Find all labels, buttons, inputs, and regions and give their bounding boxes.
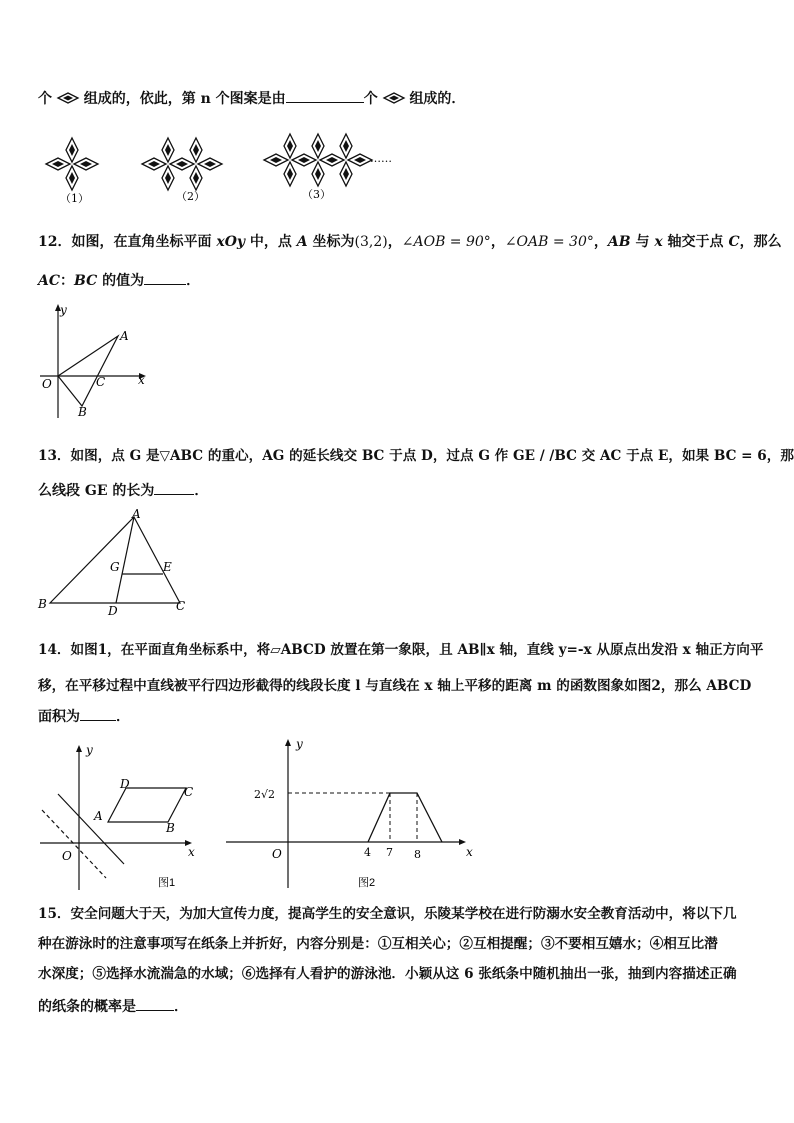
diamond-icon bbox=[383, 92, 405, 104]
var-xoy: xOy bbox=[216, 234, 246, 250]
q12-text: ， bbox=[593, 234, 608, 250]
label-y: y bbox=[296, 737, 303, 751]
q12-text: 坐标为 bbox=[307, 234, 355, 250]
pattern-1 bbox=[46, 138, 98, 190]
label-a: A bbox=[132, 507, 141, 521]
q12-line-1 bbox=[38, 232, 782, 252]
q11-text-line bbox=[38, 88, 465, 109]
angle-aob: ∠AOB = 90° bbox=[401, 234, 491, 250]
label-d: D bbox=[108, 604, 118, 618]
answer-blank[interactable] bbox=[80, 706, 116, 721]
q12-text: 轴交于点 bbox=[662, 234, 729, 250]
label-c: C bbox=[184, 785, 194, 799]
label-x: x bbox=[466, 845, 473, 859]
q13-line-1: 13．如图，点 G 是▽ABC 的重心，AG 的延长线交 BC 于点 D，过点 G 作 GE / /BC 交 AC 于点 E，如果 BC = 6，那 bbox=[38, 448, 794, 464]
q13-text: 么线段 GE 的长为 bbox=[38, 483, 155, 499]
label-d: D bbox=[120, 777, 130, 791]
caption-fig2: 图2 bbox=[358, 877, 376, 889]
answer-blank[interactable] bbox=[144, 270, 186, 285]
q15-text: ． bbox=[174, 999, 188, 1015]
q12-line-2 bbox=[38, 270, 200, 291]
label-y: y bbox=[60, 303, 67, 317]
label-a: A bbox=[94, 809, 103, 823]
answer-blank[interactable] bbox=[286, 88, 364, 103]
q12-text: ： bbox=[60, 273, 75, 289]
q14-figure-1 bbox=[36, 740, 206, 895]
q14-figure-2 bbox=[224, 736, 479, 896]
q11-text-b: 组成的，依此，第 n 个图案是由 bbox=[83, 91, 286, 107]
label-e: E bbox=[163, 560, 172, 574]
q15-text: 的纸条的概率是 bbox=[38, 999, 136, 1015]
caption-2: （2） bbox=[176, 190, 205, 203]
q15-line-1: 15．安全问题大于天，为加大宣传力度，提高学生的安全意识，乐陵某学校在进行防溺水安全教育活动中，将以下几 bbox=[38, 906, 737, 922]
q15-line-2: 种在游泳时的注意事项写在纸条上并折好，内容分别是：①互相关心；②互相提醒；③不要相互嬉水；④相互比潜 bbox=[38, 936, 718, 952]
q12-text: ，那么 bbox=[739, 234, 782, 250]
q14-text: ． bbox=[116, 709, 130, 725]
caption-1: （1） bbox=[60, 192, 89, 205]
pattern-2 bbox=[142, 138, 222, 190]
q14-line-3 bbox=[38, 706, 130, 727]
point-a: A bbox=[296, 234, 308, 250]
label-o: O bbox=[272, 847, 282, 861]
point-c: C bbox=[728, 234, 740, 250]
q11-text-d: 组成的． bbox=[409, 91, 466, 107]
q13-line-2 bbox=[38, 480, 208, 501]
q12-text: ． bbox=[186, 273, 201, 289]
q14-line-1: 14．如图1，在平面直角坐标系中，将▱ABCD 放置在第一象限，且 AB∥x 轴，直线 y=-x 从原点出发沿 x 轴正方向平 bbox=[38, 642, 764, 658]
answer-blank[interactable] bbox=[154, 480, 194, 495]
q14-line-2: 移，在平移过程中直线被平行四边形截得的线段长度 l 与直线在 x 轴上平移的距离 m 的函数图象如图2，那么 ABCD bbox=[38, 678, 752, 694]
q14-text: 面积为 bbox=[38, 709, 80, 725]
q12-text: 12．如图，在直角坐标平面 bbox=[38, 234, 217, 250]
q11-text-a: 个 bbox=[38, 91, 52, 107]
caption-3: （3） bbox=[302, 188, 331, 201]
q13-figure bbox=[36, 505, 196, 620]
q15-line-3: 水深度；⑤选择水流湍急的水域；⑥选择有人看护的游泳池．小颖从这 6 张纸条中随机抽出一张，抽到内容描述正确 bbox=[38, 966, 737, 982]
label-b: B bbox=[38, 597, 47, 611]
label-x: x bbox=[188, 845, 195, 859]
x-tick-8: 8 bbox=[414, 848, 421, 861]
label-x: x bbox=[138, 373, 145, 387]
q11-text-c: 个 bbox=[363, 91, 378, 107]
ellipsis: …… bbox=[370, 152, 392, 165]
label-o: O bbox=[62, 849, 72, 863]
q12-text: 的值为 bbox=[97, 273, 145, 289]
x-tick-7: 7 bbox=[386, 846, 393, 859]
x-axis-var: x bbox=[654, 234, 663, 250]
label-y: y bbox=[86, 743, 93, 757]
y-tick-label: 2√2 bbox=[254, 788, 276, 801]
label-o: O bbox=[42, 377, 52, 391]
q13-text: ． bbox=[194, 483, 209, 499]
diamond-icon bbox=[57, 92, 79, 104]
label-c: C bbox=[176, 599, 186, 613]
segment-ab: AB bbox=[607, 234, 631, 250]
pattern-3 bbox=[264, 134, 372, 186]
q12-text: ， bbox=[387, 234, 402, 250]
label-b: B bbox=[78, 405, 87, 419]
coord-value: (3,2) bbox=[354, 234, 388, 250]
label-g: G bbox=[110, 560, 120, 574]
q12-text: 与 bbox=[630, 234, 655, 250]
q11-pattern-figures bbox=[40, 130, 420, 210]
q12-text: 中，点 bbox=[245, 234, 297, 250]
x-tick-4: 4 bbox=[364, 846, 371, 859]
q15-line-4 bbox=[38, 996, 188, 1017]
answer-blank[interactable] bbox=[136, 996, 174, 1011]
q12-text: ， bbox=[490, 234, 505, 250]
segment-ac: AC bbox=[38, 273, 61, 289]
label-c: C bbox=[96, 375, 106, 389]
q12-figure bbox=[36, 300, 156, 422]
angle-oab: ∠OAB = 30° bbox=[504, 234, 594, 250]
label-a: A bbox=[120, 329, 129, 343]
label-b: B bbox=[166, 821, 175, 835]
caption-fig1: 图1 bbox=[158, 877, 176, 889]
segment-bc: BC bbox=[74, 273, 98, 289]
